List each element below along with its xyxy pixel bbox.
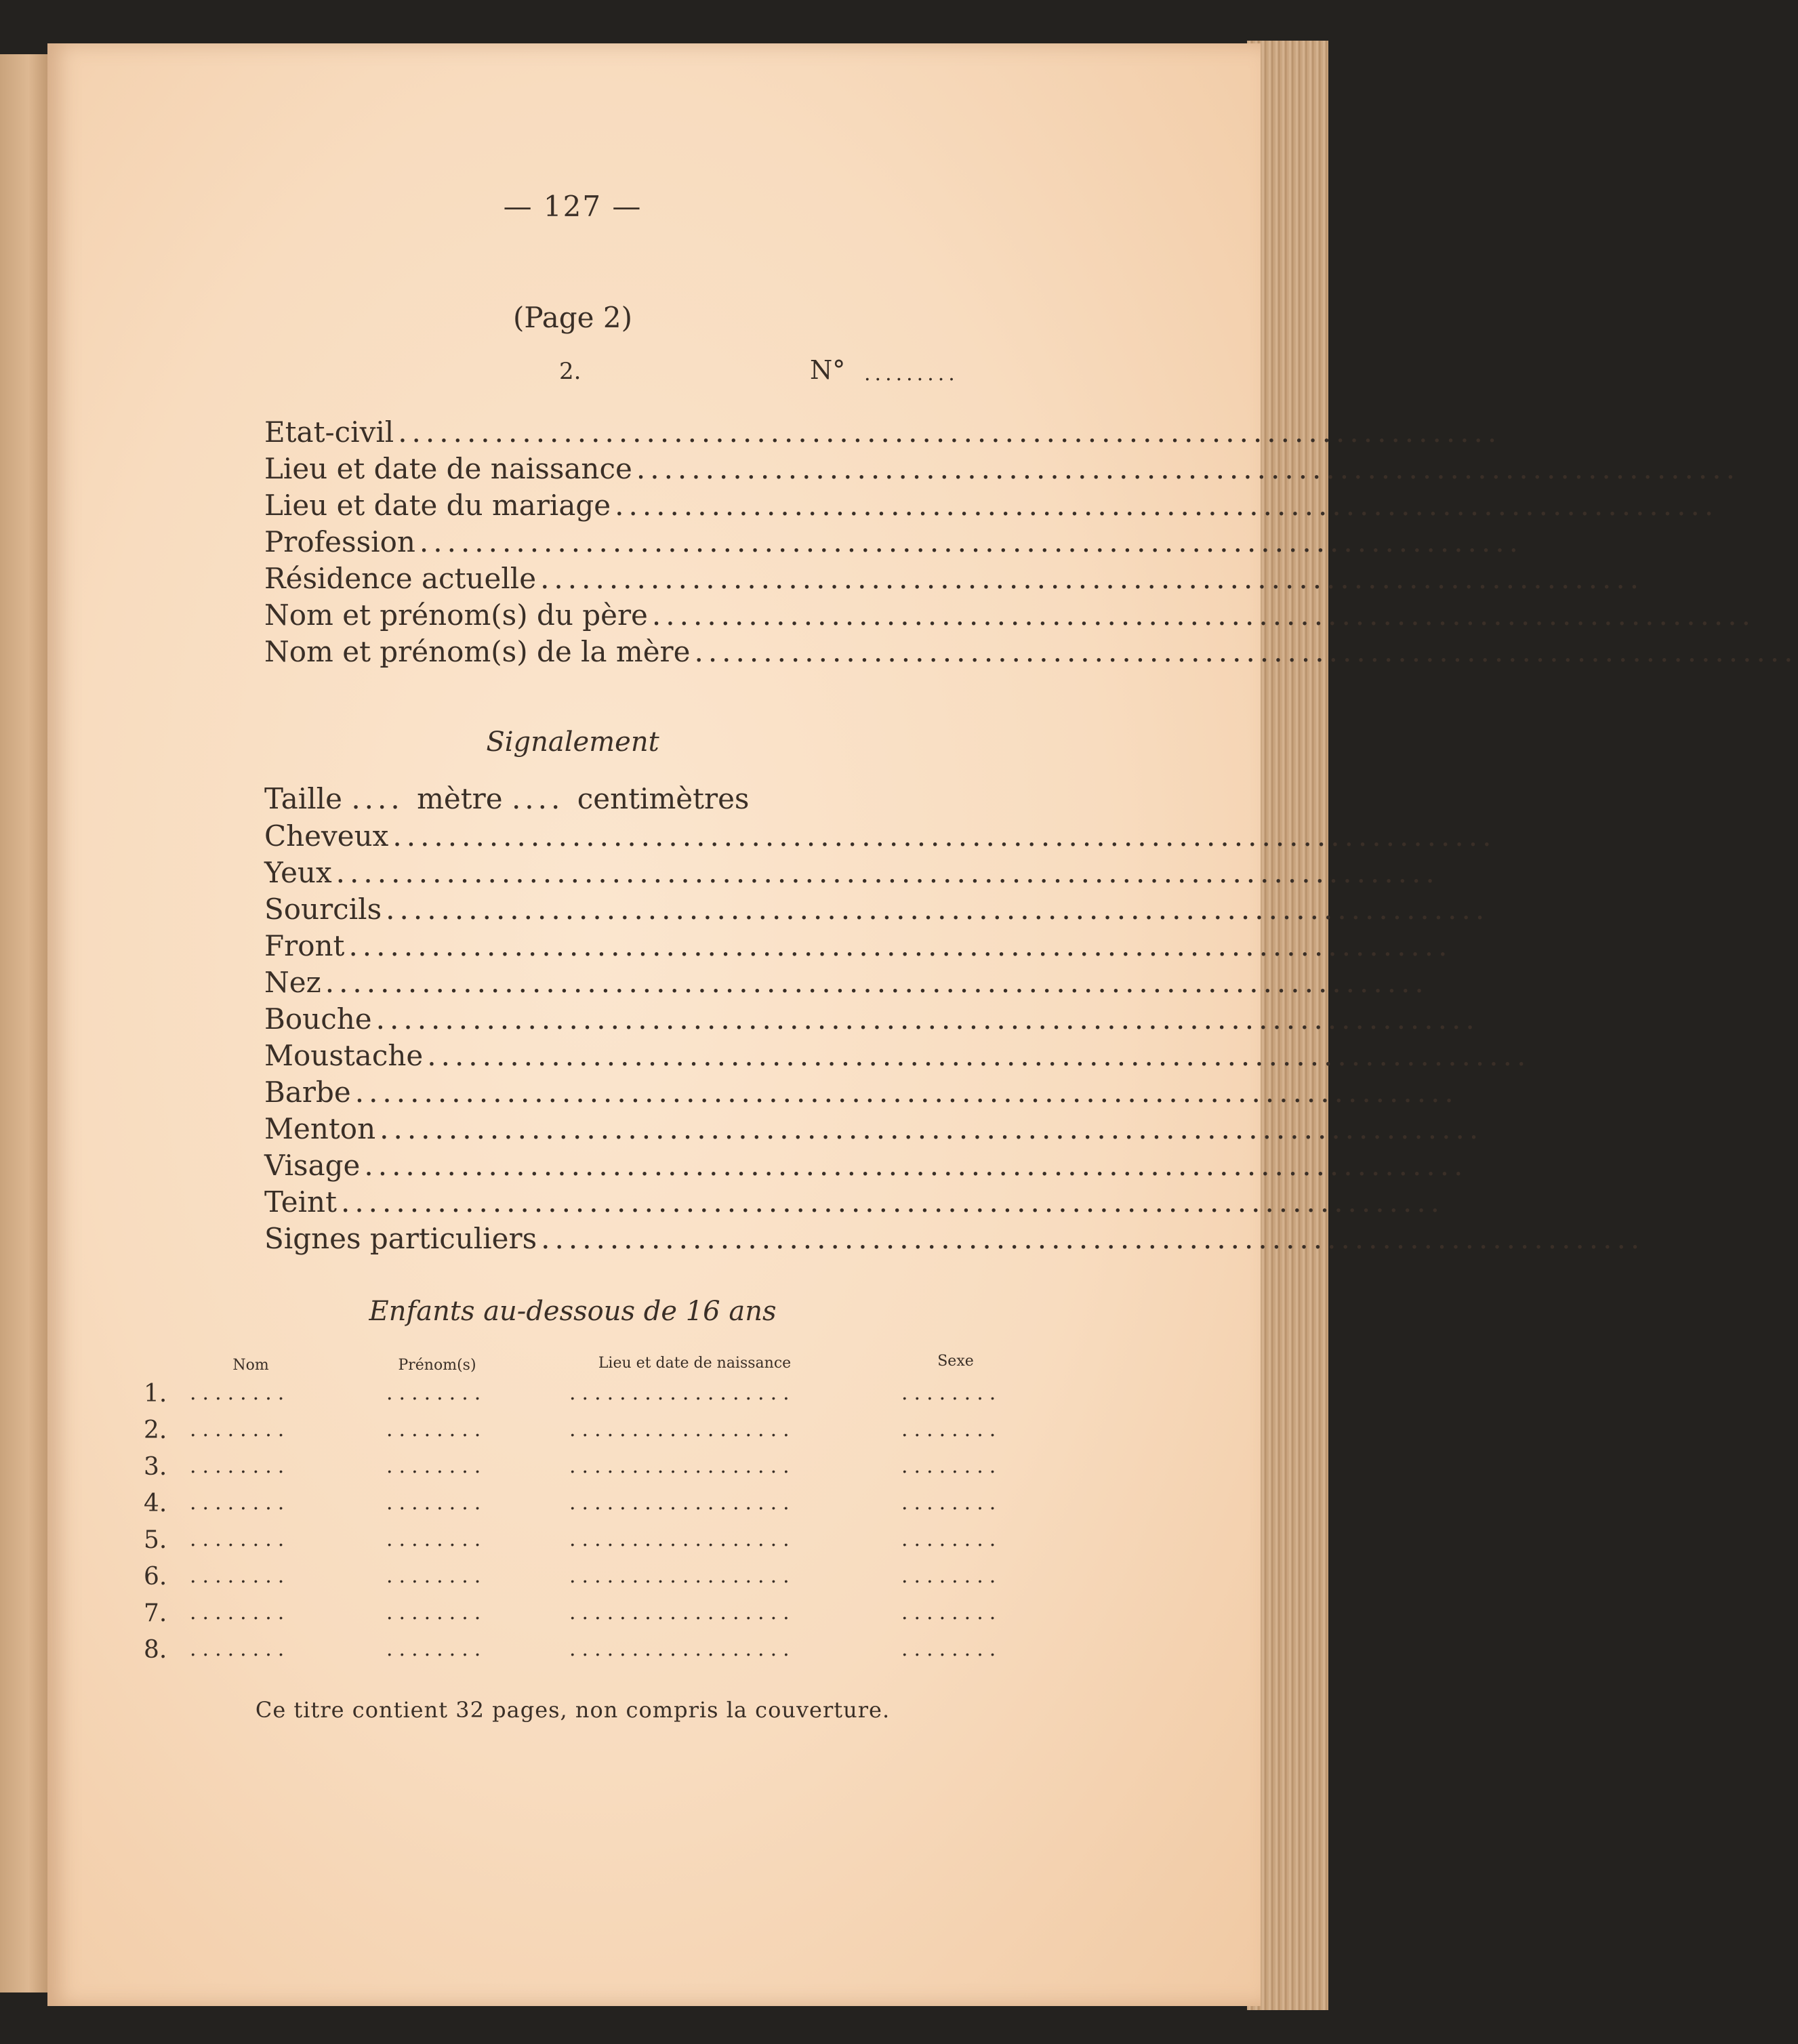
enfant-row-number: 2. bbox=[144, 1416, 167, 1444]
signalement-field-2-fill-dots: ................................................................................ bbox=[335, 856, 1439, 889]
enfant-row-number: 8. bbox=[144, 1636, 167, 1664]
enfant-cell-dots: ........ bbox=[386, 1381, 487, 1405]
signalement-field-9-fill-dots: ................................................................................ bbox=[380, 1112, 1484, 1145]
etat-civil-field-6-label: Nom et prénom(s) du père bbox=[264, 598, 648, 632]
signalement-field-3-row bbox=[264, 892, 1490, 926]
signalement-field-6-label: Bouche bbox=[264, 1002, 372, 1036]
signalement-field-1-label: Cheveux bbox=[264, 819, 389, 853]
enfant-cell-dots: .................. bbox=[569, 1418, 796, 1442]
etat-civil-field-4-row bbox=[264, 525, 1523, 558]
enfant-cell-dots: ........ bbox=[386, 1637, 487, 1661]
enfant-cell-dots: ........ bbox=[190, 1418, 291, 1442]
enfant-cell-dots: ........ bbox=[386, 1491, 487, 1515]
signalement-field-2-row bbox=[264, 855, 1439, 889]
page-reference: (Page 2) bbox=[513, 301, 632, 334]
etat-civil-field-7-fill-dots: ................................................................................ bbox=[694, 635, 1798, 668]
footer-note: Ce titre contient 32 pages, non compris la couverture. bbox=[255, 1697, 891, 1723]
etat-civil-field-5-fill-dots: ................................................................................ bbox=[540, 562, 1644, 595]
signalement-field-8-label: Barbe bbox=[264, 1076, 351, 1109]
document-page bbox=[47, 43, 1798, 2006]
signalement-field-4-fill-dots: ................................................................................ bbox=[348, 929, 1452, 962]
signalement-field-10-label: Visage bbox=[264, 1149, 361, 1182]
signalement-field-5-fill-dots: ................................................................................ bbox=[325, 966, 1429, 999]
etat-civil-field-3-row bbox=[264, 488, 1719, 522]
signalement-field-2-label: Yeux bbox=[264, 856, 332, 889]
signalement-field-1-row bbox=[264, 819, 1496, 853]
taille-unit-cm: centimètres bbox=[577, 782, 750, 815]
etat-civil-field-5-label: Résidence actuelle bbox=[264, 562, 537, 595]
etat-civil-field-6-fill-dots: ................................................................................ bbox=[651, 598, 1755, 632]
etat-civil-field-1-label: Etat-civil bbox=[264, 415, 394, 449]
etat-civil-field-1-fill-dots: ................................................................................ bbox=[398, 415, 1502, 449]
page-number: — 127 — bbox=[503, 190, 642, 223]
signalement-field-11-label: Teint bbox=[264, 1185, 337, 1219]
enfant-cell-dots: .................. bbox=[569, 1601, 796, 1624]
signalement-field-7-row bbox=[264, 1038, 1531, 1072]
enfant-row-number: 6. bbox=[144, 1563, 167, 1591]
signalement-field-12-row bbox=[264, 1221, 1645, 1255]
enfant-cell-dots: ........ bbox=[386, 1528, 487, 1551]
enfant-row-number: 4. bbox=[144, 1490, 167, 1517]
enfant-cell-dots: ........ bbox=[190, 1601, 291, 1624]
signalement-field-3-fill-dots: ................................................................................ bbox=[386, 893, 1490, 926]
etat-civil-field-7-row bbox=[264, 634, 1798, 668]
etat-civil-field-5-row bbox=[264, 561, 1644, 595]
enfant-cell-dots: ........ bbox=[190, 1454, 291, 1478]
enfant-cell-dots: ........ bbox=[386, 1601, 487, 1624]
enfant-cell-dots: ........ bbox=[386, 1564, 487, 1588]
section-number: 2. bbox=[559, 358, 581, 385]
signalement-field-7-fill-dots: ................................................................................ bbox=[427, 1039, 1531, 1072]
enfant-cell-dots: .................. bbox=[569, 1637, 796, 1661]
signalement-field-7-label: Moustache bbox=[264, 1039, 424, 1072]
enfant-cell-dots: .................. bbox=[569, 1528, 796, 1551]
signalement-heading: Signalement bbox=[486, 727, 659, 758]
signalement-field-11-fill-dots: ................................................................................ bbox=[340, 1185, 1445, 1219]
taille-label: Taille bbox=[264, 782, 342, 815]
enfant-cell-dots: .................. bbox=[569, 1491, 796, 1515]
etat-civil-field-7-label: Nom et prénom(s) de la mère bbox=[264, 635, 691, 668]
column-header-naissance: Lieu et date de naissance bbox=[598, 1355, 792, 1372]
taille-row bbox=[264, 782, 750, 815]
taille-metre-dots: .... bbox=[351, 782, 417, 815]
taille-unit-metre: mètre bbox=[417, 782, 503, 815]
etat-civil-field-1-row bbox=[264, 415, 1502, 449]
enfant-row-number: 7. bbox=[144, 1599, 167, 1627]
column-header-prenom: Prénom(s) bbox=[398, 1357, 476, 1374]
taille-cm-dots: .... bbox=[511, 782, 577, 815]
number-fill-dots: ......... bbox=[864, 362, 959, 386]
signalement-field-9-row bbox=[264, 1111, 1484, 1145]
enfant-cell-dots: .................. bbox=[569, 1381, 796, 1405]
enfant-cell-dots: ........ bbox=[901, 1564, 1002, 1588]
column-header-nom: Nom bbox=[232, 1357, 269, 1374]
signalement-field-12-fill-dots: ................................................................................ bbox=[541, 1222, 1645, 1255]
signalement-field-5-label: Nez bbox=[264, 966, 321, 999]
enfant-cell-dots: ........ bbox=[901, 1601, 1002, 1624]
enfants-heading: Enfants au-dessous de 16 ans bbox=[369, 1296, 777, 1327]
enfant-cell-dots: ........ bbox=[190, 1564, 291, 1588]
column-header-sexe: Sexe bbox=[937, 1353, 974, 1370]
etat-civil-field-4-fill-dots: ................................................................................ bbox=[419, 525, 1523, 558]
signalement-field-12-label: Signes particuliers bbox=[264, 1222, 537, 1255]
signalement-field-10-fill-dots: ................................................................................ bbox=[364, 1149, 1468, 1182]
enfant-row-number: 3. bbox=[144, 1453, 167, 1481]
etat-civil-field-2-fill-dots: ................................................................................ bbox=[636, 452, 1740, 485]
signalement-field-8-row bbox=[264, 1075, 1458, 1109]
enfant-cell-dots: ........ bbox=[901, 1491, 1002, 1515]
signalement-field-4-row bbox=[264, 928, 1452, 962]
etat-civil-field-2-row bbox=[264, 451, 1740, 485]
left-page-edge bbox=[0, 54, 47, 1992]
etat-civil-field-6-row bbox=[264, 598, 1755, 632]
enfant-cell-dots: ........ bbox=[901, 1637, 1002, 1661]
enfant-row-number: 5. bbox=[144, 1526, 167, 1554]
enfant-cell-dots: ........ bbox=[386, 1418, 487, 1442]
enfant-cell-dots: ........ bbox=[901, 1418, 1002, 1442]
signalement-field-5-row bbox=[264, 965, 1429, 999]
signalement-field-11-row bbox=[264, 1185, 1445, 1219]
enfant-cell-dots: ........ bbox=[901, 1454, 1002, 1478]
signalement-field-3-label: Sourcils bbox=[264, 893, 382, 926]
enfant-cell-dots: ........ bbox=[386, 1454, 487, 1478]
etat-civil-field-4-label: Profession bbox=[264, 525, 415, 558]
enfant-cell-dots: ........ bbox=[190, 1491, 291, 1515]
enfant-row-number: 1. bbox=[144, 1380, 167, 1408]
signalement-field-1-fill-dots: ................................................................................ bbox=[392, 819, 1496, 853]
enfant-cell-dots: ........ bbox=[901, 1381, 1002, 1405]
signalement-field-6-fill-dots: ................................................................................ bbox=[375, 1002, 1479, 1036]
enfant-cell-dots: ........ bbox=[190, 1528, 291, 1551]
signalement-field-8-fill-dots: ................................................................................ bbox=[354, 1076, 1458, 1109]
signalement-field-6-row bbox=[264, 1002, 1479, 1036]
etat-civil-field-2-label: Lieu et date de naissance bbox=[264, 452, 632, 485]
enfant-cell-dots: .................. bbox=[569, 1454, 796, 1478]
enfant-cell-dots: ........ bbox=[901, 1528, 1002, 1551]
signalement-field-4-label: Front bbox=[264, 929, 345, 962]
enfant-cell-dots: ........ bbox=[190, 1637, 291, 1661]
etat-civil-field-3-fill-dots: ................................................................................ bbox=[615, 489, 1719, 522]
enfant-cell-dots: .................. bbox=[569, 1564, 796, 1588]
enfant-cell-dots: ........ bbox=[190, 1381, 291, 1405]
signalement-field-9-label: Menton bbox=[264, 1112, 376, 1145]
number-label: N° bbox=[810, 355, 846, 385]
signalement-field-10-row bbox=[264, 1148, 1468, 1182]
etat-civil-field-3-label: Lieu et date du mariage bbox=[264, 489, 611, 522]
